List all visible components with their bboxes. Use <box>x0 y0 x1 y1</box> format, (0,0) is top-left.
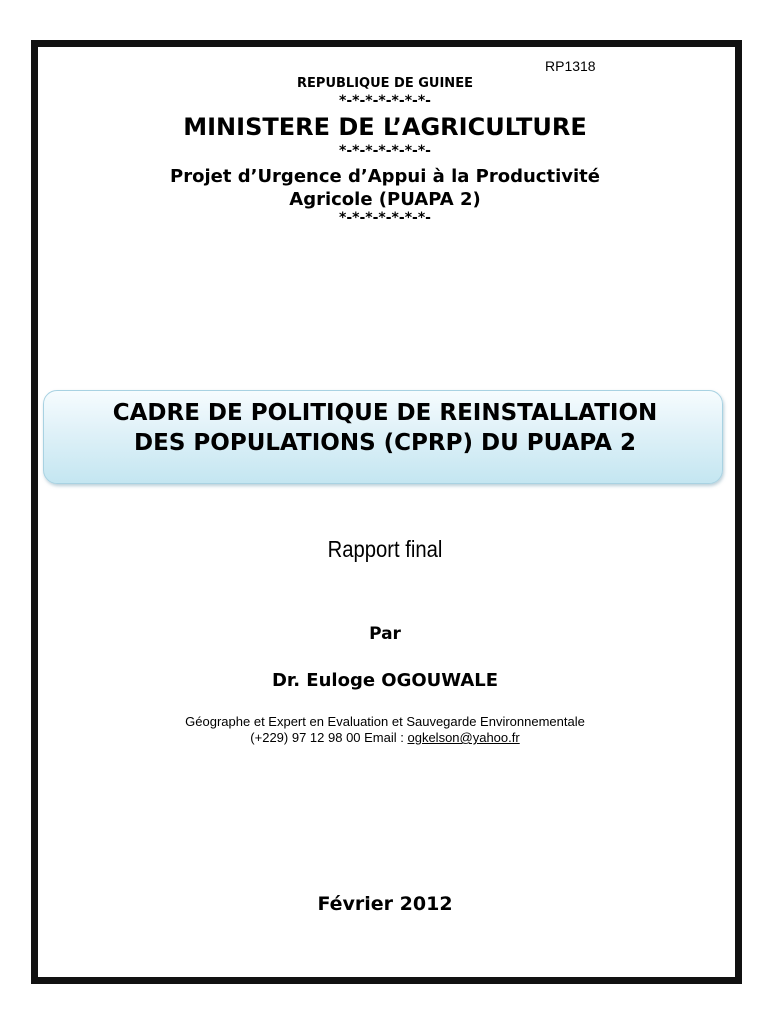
project-name-line1: Projet d’Urgence d’Appui à la Productivité <box>170 166 600 187</box>
country-heading: REPUBLIQUE DE GUINEE <box>297 76 473 91</box>
document-title <box>0 398 770 458</box>
author-details <box>0 714 770 746</box>
contact-phone: (+229) 97 12 98 00 Email : <box>250 730 408 745</box>
author-role: Géographe et Expert en Evaluation et Sauvegarde Environnementale <box>185 714 585 729</box>
report-type: Rapport final <box>327 536 443 562</box>
ministry-heading: MINISTERE DE L’AGRICULTURE <box>183 113 587 141</box>
contact-line <box>0 730 770 746</box>
document-reference: RP1318 <box>545 58 596 74</box>
author-name: Dr. Euloge OGOUWALE <box>271 670 499 691</box>
separator-2: *-*-*-*-*-*-*- <box>339 143 431 159</box>
separator-3: *-*-*-*-*-*-*- <box>339 210 431 226</box>
email-link[interactable]: ogkelson@yahoo.fr <box>407 730 520 745</box>
document-date: Février 2012 <box>317 893 453 915</box>
title-line-2: DES POPULATIONS (CPRP) DU PUAPA 2 <box>134 430 636 456</box>
title-line-1: CADRE DE POLITIQUE DE REINSTALLATION <box>112 400 658 426</box>
project-name-line2: Agricole (PUAPA 2) <box>289 189 481 210</box>
separator-1: *-*-*-*-*-*-*- <box>339 93 431 109</box>
by-label: Par <box>369 624 401 644</box>
